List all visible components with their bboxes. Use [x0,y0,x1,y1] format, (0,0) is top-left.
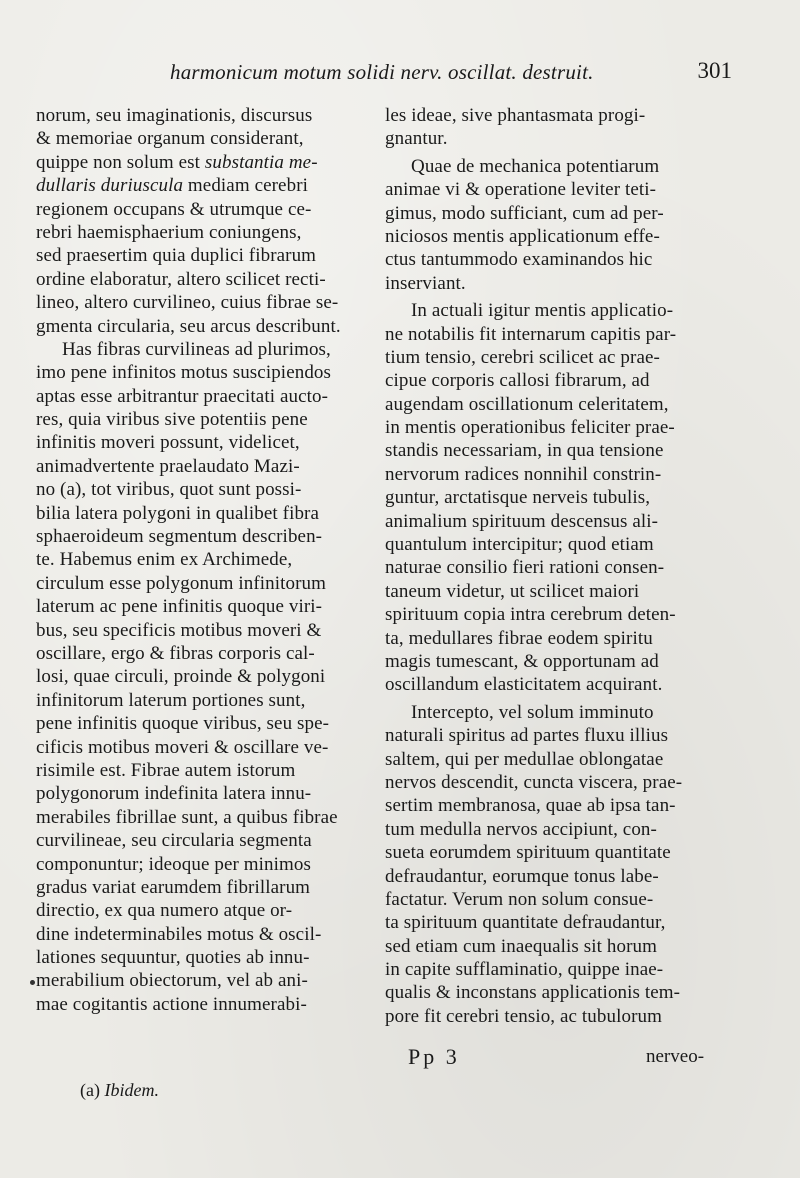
left-column-line [36,361,366,384]
line-text: nervos descendit, cuncta viscera, prae- [385,771,683,793]
left-column-line [36,899,366,922]
line-text: losi, quae circuli, proinde & polygoni [36,666,326,688]
line-text: sed etiam cum inaequalis sit horum [385,935,657,957]
line-text: naturae consilio fieri rationi consen- [385,557,665,579]
right-column-line [385,486,710,509]
left-column-line [36,127,366,150]
left-column-line [36,712,366,735]
right-column-line [385,603,710,626]
line-text: norum, seu imaginationis, discursus [36,105,313,126]
left-column-line [36,595,366,618]
left-column-line [36,408,366,431]
right-column-line [385,865,710,888]
line-text: saltem, qui per medullae oblongatae [385,748,664,770]
right-column-line [385,748,710,771]
italic-term: substantia me- [204,151,318,173]
line-text: ctus tantummodo examinandos hic [385,249,653,271]
footnote [80,1080,159,1101]
right-column-line [385,794,710,817]
line-text: tum medulla nervos accipiunt, con- [385,818,657,840]
left-column-line [36,478,366,501]
left-column-line [36,759,366,782]
margin-mark [30,980,35,985]
line-text: mae cogitantis actione innumerabi- [36,993,307,1015]
line-text: lineo, altero curvilineo, cuius fibrae se- [36,292,339,314]
line-text: sueta eorumdem spirituum quantitate [385,842,671,864]
line-text: res, quia viribus sive potentiis pene [36,409,308,431]
line-text: augendam oscillationum celeritatem, [385,393,669,415]
signature-mark: Pp 3 [408,1044,460,1069]
left-column-line [36,923,366,946]
line-text: defraudantur, eorumque tonus labe- [385,865,659,887]
line-text: quippe non solum est [36,151,205,173]
right-column-line [385,393,710,416]
line-text: magis tumescant, & opportunam ad [385,650,659,672]
line-text: pene infinitis quoque viribus, seu spe- [36,713,330,735]
right-column-line [385,202,710,225]
footnote-text: Ibidem. [104,1080,159,1100]
line-text: gimus, modo sufficiant, cum ad per- [385,202,664,224]
line-text: rebri haemisphaerium coniungens, [36,221,302,243]
catchword: nerveo- [646,1046,705,1067]
left-column-line [36,969,366,992]
line-text: Intercepto, vel solum imminuto [411,701,654,723]
right-column-line [385,627,710,650]
right-column-line [385,533,710,556]
line-text: curvilineae, seu circularia segmenta [36,830,312,852]
line-text: nervorum radices nonnihil constrin- [385,463,662,485]
right-column-line [385,724,710,747]
right-column-line [385,369,710,392]
line-text: circulum esse polygonum infinitorum [36,572,327,594]
line-text: bilia latera polygoni in qualibet fibra [36,502,320,524]
right-column-line [385,104,710,127]
right-column-line [385,299,710,322]
line-text: pore fit cerebri tensio, ac tubulorum [385,1005,662,1027]
right-column-line [385,580,710,603]
line-text: & memoriae organum considerant, [36,128,304,150]
left-column-line [36,548,366,571]
line-text: no (a), tot viribus, quot sunt possi- [36,479,302,501]
left-column-line [36,806,366,829]
left-column-line [36,221,366,244]
line-text: sphaeroideum segmentum describen- [36,526,323,548]
left-column-line [36,244,366,267]
left-column-line [36,946,366,969]
right-column-line [385,673,710,696]
line-text: oscillandum elasticitatem acquirant. [385,674,663,696]
line-text: spirituum copia intra cerebrum deten- [385,604,676,626]
right-column-line [385,981,710,1004]
right-column-line [385,556,710,579]
line-text: infinitorum laterum portiones sunt, [36,689,306,711]
right-text-column [385,104,710,1028]
line-text: dine indeterminabiles motus & oscil- [36,923,322,945]
left-column-line [36,455,366,478]
running-title: harmonicum motum solidi nerv. oscillat. destruit. [170,60,594,84]
line-text: qualis & inconstans applicationis tem- [385,982,681,1004]
page-number: 301 [697,58,732,83]
right-column-line [385,155,710,178]
right-column-line [385,911,710,934]
line-text: mediam cerebri [183,175,308,197]
line-text: gmenta circularia, seu arcus describunt. [36,315,341,337]
left-column-line [36,151,366,174]
line-text: naturali spiritus ad partes fluxu illius [385,725,669,747]
left-column-line [36,291,366,314]
footnote-marker: (a) [80,1080,100,1100]
right-column-line [385,463,710,486]
right-column-line [385,248,710,271]
line-text: gnantur. [385,128,448,150]
line-text: imo pene infinitos motus suscipiendos [36,362,332,384]
line-text: infinitis moveri possunt, videlicet, [36,432,300,454]
italic-term: dullaris duriuscula [36,175,184,197]
line-text: ta spirituum quantitate defraudantur, [385,912,666,934]
line-text: Quae de mechanica potentiarum [411,155,660,177]
line-text: risimile est. Fibrae autem istorum [36,759,296,781]
line-text: standis necessariam, in qua tensione [385,440,664,462]
right-column-line [385,841,710,864]
line-text: regionem occupans & utrumque ce- [36,198,312,220]
line-text: gradus variat earumdem fibrillarum [36,876,311,898]
line-text: animadvertente praelaudato Mazi- [36,455,300,477]
left-column-line [36,431,366,454]
right-column-line [385,935,710,958]
line-text: animalium spirituum descensus ali- [385,510,659,532]
line-text: cipue corporis callosi fibrarum, ad [385,370,650,392]
right-column-line [385,225,710,248]
left-column-line [36,268,366,291]
line-text: ne notabilis fit internarum capitis par- [385,323,677,345]
left-column-line [36,993,366,1016]
line-text: tium tensio, cerebri scilicet ac prae- [385,346,660,368]
right-column-line [385,178,710,201]
left-column-line [36,642,366,665]
line-text: oscillare, ergo & fibras corporis cal- [36,642,315,664]
line-text: sertim membranosa, quae ab ipsa tan- [385,795,676,817]
left-column-line [36,198,366,221]
line-text: directio, ex qua numero atque or- [36,900,293,922]
line-text: lationes sequuntur, quoties ab innu- [36,947,310,969]
right-column-line [385,650,710,673]
right-column-line [385,323,710,346]
left-column-line [36,385,366,408]
line-text: polygonorum indefinita latera innu- [36,783,312,805]
left-column-line [36,829,366,852]
line-text: componuntur; ideoque per minimos [36,853,311,875]
right-column-line [385,510,710,533]
right-column-line [385,888,710,911]
left-column-line [36,876,366,899]
right-column-line [385,272,710,295]
line-text: cificis motibus moveri & oscillare ve- [36,736,329,758]
left-column-line [36,104,366,127]
line-text: animae vi & operatione leviter teti- [385,179,657,201]
left-text-column [36,104,366,1016]
line-text: factatur. Verum non solum consue- [385,888,654,910]
line-text: merabiles fibrillae sunt, a quibus fibrae [36,806,338,828]
right-column-line [385,1005,710,1028]
line-text: in capite sufflaminatio, quippe inae- [385,959,664,981]
left-column-line [36,525,366,548]
line-text: niciosos mentis applicationum effe- [385,225,660,247]
line-text: quantulum intercipitur; quod etiam [385,534,654,556]
line-text: Has fibras curvilineas ad plurimos, [62,338,331,360]
right-column-line [385,346,710,369]
line-text: sed praesertim quia duplici fibrarum [36,245,317,267]
right-column-line [385,701,710,724]
line-text: ordine elaboratur, altero scilicet recti- [36,268,326,290]
line-text: merabilium obiectorum, vel ab ani- [36,970,308,992]
left-column-line [36,572,366,595]
line-text: aptas esse arbitrantur praecitati aucto- [36,385,329,407]
left-column-line [36,619,366,642]
left-column-line [36,782,366,805]
left-column-line [36,315,366,338]
page-header [30,58,732,92]
line-text: guntur, arctatisque nerveis tubulis, [385,487,651,509]
line-text: inserviant. [385,272,466,294]
right-column-line [385,127,710,150]
left-column-line [36,853,366,876]
line-text: bus, seu specificis motibus moveri & [36,619,322,641]
line-text: in mentis operationibus feliciter prae- [385,417,675,439]
left-column-line [36,736,366,759]
line-text: ta, medullares fibrae eodem spiritu [385,627,653,649]
line-text: laterum ac pene infinitis quoque viri- [36,596,323,618]
right-column-line [385,416,710,439]
right-column-line [385,771,710,794]
left-column-line [36,338,366,361]
line-text: les ideae, sive phantasmata progi- [385,105,646,126]
left-column-line [36,665,366,688]
line-text: In actuali igitur mentis applicatio- [411,300,674,322]
right-column-line [385,439,710,462]
right-column-line [385,958,710,981]
left-column-line [36,502,366,525]
left-column-line [36,174,366,197]
line-text: te. Habemus enim ex Archimede, [36,549,293,571]
left-column-line [36,689,366,712]
line-text: taneum videtur, ut scilicet maiori [385,580,640,602]
right-column-line [385,818,710,841]
